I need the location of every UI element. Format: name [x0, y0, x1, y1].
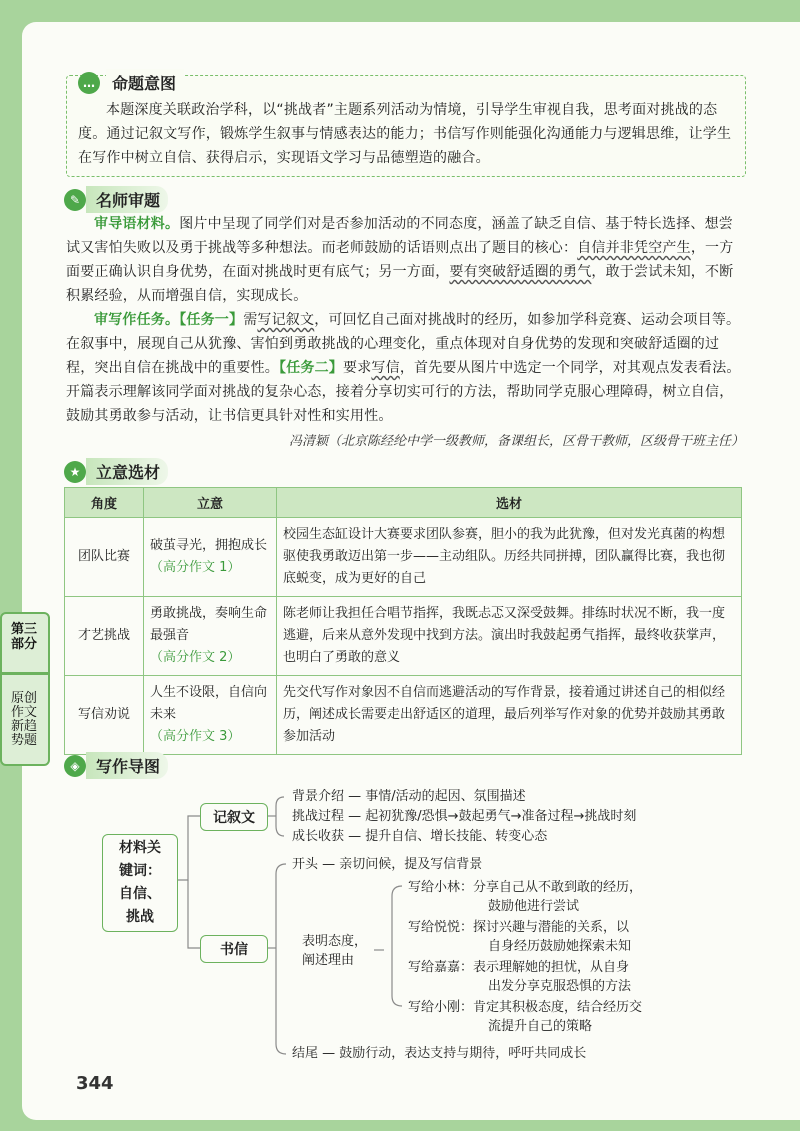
- item-value: 分享自己从不敢到敢的经历，: [473, 880, 643, 895]
- analysis-paragraph-2: [66, 308, 744, 428]
- angle-cell: 写信劝说: [65, 676, 144, 755]
- theme-material-title: 立意选材: [86, 458, 168, 485]
- table-header-row: [65, 488, 742, 518]
- map-icon: ◈: [64, 755, 86, 777]
- dash: —: [322, 1046, 336, 1061]
- idea-cell: [144, 518, 277, 597]
- mind-map-root: [102, 834, 178, 932]
- item-value: 鼓励他进行尝试: [488, 899, 580, 914]
- column-header: 立意: [144, 488, 277, 518]
- narrative-item: [292, 787, 526, 806]
- item-value: 探讨兴趣与潜能的关系，以: [473, 920, 630, 935]
- item-key: 写给小刚：: [408, 1000, 474, 1015]
- item-value: 提升自信、增长技能、转变心态: [365, 829, 548, 844]
- dash: —: [348, 789, 362, 804]
- proposition-intent-title: 命题意图: [106, 69, 184, 96]
- task-one-label: 【任务一】: [179, 312, 244, 328]
- item-key: 写给小林：: [408, 880, 474, 895]
- analysis-text: ，敢于尝试未知，不断积累经验，从而增强自信，实现成长。: [66, 264, 734, 304]
- item-value: 事情/活动的起因、氛围描述: [365, 789, 526, 804]
- material-cell: 校园生态缸设计大赛要求团队参赛，胆小的我为此犹豫，但对发光真菌的构想驱使我勇敢迈出第一步——主动组队。历经共同拼搏，团队赢得比赛，我也彻底蜕变，成为更好的自己: [277, 518, 742, 597]
- item-key: 挑战过程: [292, 809, 345, 824]
- item-value: 表示理解她的担忧，从自身: [473, 960, 630, 975]
- mid-line: 阐述理由: [302, 953, 355, 968]
- column-header: 角度: [65, 488, 144, 518]
- task-two-label: 【任务二】: [279, 360, 343, 376]
- item-value: 肯定其积极态度，结合经历交: [473, 1000, 643, 1015]
- analysis-text: ，一方面要正确认识自身优势，在面对挑战时更有底气；另一方面，: [66, 240, 734, 280]
- side-tab-divider: [2, 672, 48, 675]
- idea-cell: [144, 676, 277, 755]
- material-cell: 陈老师让我担任合唱节指挥，我既忐忑又深受鼓舞。排练时状况不断，我一度逃避，后来从意外发现中找到方法。演出时我鼓起勇气指挥，最终收获掌声，也明白了勇敢的意义: [277, 597, 742, 676]
- analysis-text: ，可回忆自己面对挑战时的经历，如参加学科竞赛、运动会项目等。在叙事中，展现自己从犹豫、害怕到勇敢挑战的心理变化，重点体现对自身优势的发现和突破舒适圈的过程，突出自信在挑战中的重要性。: [66, 312, 741, 376]
- root-line: 挑战: [126, 909, 154, 925]
- node-letter: 书信: [200, 935, 268, 963]
- item-value: 亲切问候，提及写信背景: [339, 857, 483, 872]
- proposition-intent-heading: [78, 69, 184, 96]
- dash: —: [348, 809, 362, 824]
- theme-material-heading: [64, 458, 168, 485]
- narrative-item: [292, 827, 547, 846]
- item-key: 写给悦悦：: [408, 920, 474, 935]
- connector-root-letter: [188, 880, 200, 948]
- node-narrative: 记叙文: [200, 803, 268, 831]
- mid-line: 表明态度，: [302, 934, 368, 949]
- item-value: 自身经历鼓励她探索未知: [488, 939, 632, 954]
- dash: —: [322, 857, 336, 872]
- key-phrase: 要有突破舒适圈的勇气: [449, 264, 592, 280]
- dash: —: [348, 829, 362, 844]
- letter-middle-label: [302, 932, 367, 970]
- letter-ending: [292, 1044, 586, 1063]
- speech-bubble-icon: …: [78, 72, 100, 94]
- analysis-text: 图片中呈现了同学们对是否参加活动的不同态度，涵盖了缺乏自信、基于特长选择、想尝试又害怕失败以及勇于挑战等多种想法。而老师鼓励的话语则点出了题目的核心：: [66, 216, 734, 256]
- teacher-analysis-heading: [64, 186, 168, 213]
- letter-recipient-item: [408, 878, 642, 916]
- item-key: 背景介绍: [292, 789, 345, 804]
- essay-tag: （高分作文 3）: [150, 729, 241, 744]
- table-row: [65, 597, 742, 676]
- brace-narrative: [276, 797, 284, 836]
- item-key: 结尾: [292, 1046, 319, 1061]
- table-row: [65, 676, 742, 755]
- analysis-text: 需: [243, 312, 258, 328]
- writing-map-heading: [64, 752, 168, 779]
- idea-text: 破茧寻光，拥抱成长: [150, 538, 268, 553]
- badge-icon: ★: [64, 461, 86, 483]
- letter-recipient-item: [408, 998, 642, 1036]
- key-phrase: 自信并非凭空产生: [577, 240, 691, 256]
- page-number: 344: [76, 1073, 114, 1094]
- pen-icon: ✎: [64, 189, 86, 211]
- material-cell: 先交代写作对象因不自信而逃避活动的写作背景，接着通过讲述自己的相似经历，阐述成长需要走出舒适区的道理，最后列举写作对象的优势并鼓励其勇敢参加活动: [277, 676, 742, 755]
- item-value: 起初犹豫/恐惧→鼓起勇气→准备过程→挑战时刻: [365, 809, 637, 824]
- narrative-item: [292, 807, 636, 826]
- analysis-text: ，首先要从图片中选定一个同学，对其观点发表看法。开篇表示理解该同学面对挑战的复杂心态，接着分享切实可行的方法，帮助同学克服心理障碍，树立自信，鼓励其勇敢参与活动，让书信更具针对性和实用性。: [66, 360, 741, 424]
- letter-recipient-item: [408, 918, 631, 956]
- item-key: 开头: [292, 857, 319, 872]
- root-line: 材料关: [119, 840, 161, 856]
- connector-root-narrative: [176, 816, 200, 880]
- key-phrase: 写信: [371, 360, 400, 376]
- writing-mind-map: [96, 780, 746, 1065]
- root-line: 自信、: [119, 886, 161, 902]
- table-row: [65, 518, 742, 597]
- column-header: 选材: [277, 488, 742, 518]
- item-value: 出发分享克服恐惧的方法: [488, 979, 632, 994]
- idea-cell: [144, 597, 277, 676]
- part-side-tab: [0, 612, 50, 766]
- item-key: 成长收获: [292, 829, 345, 844]
- theme-material-table: [64, 487, 742, 755]
- teacher-signature: 冯清颖（北京陈经纶中学一级教师，备课组长，区骨干教师，区级骨干班主任）: [288, 434, 744, 449]
- part-label: 第三部分: [10, 622, 37, 652]
- root-line: 键词：: [119, 863, 161, 879]
- proposition-intent-text: 本题深度关联政治学科，以“挑战者”主题系列活动为情境，引导学生审视自我，思考面对挑战的态度。通过记叙文写作，锻炼学生叙事与情感表达的能力；书信写作则能强化沟通能力与逻辑思维，让学生在写作中树立自信、获得启示，实现语文学习与品德塑造的融合。: [78, 102, 732, 166]
- item-value: 流提升自己的策略: [488, 1019, 593, 1034]
- essay-tag: （高分作文 1）: [150, 560, 241, 575]
- item-key: 写给嘉嘉：: [408, 960, 474, 975]
- item-value: 鼓励行动，表达支持与期待，呼吁共同成长: [339, 1046, 587, 1061]
- analysis-label-1: 审导语材料。: [94, 216, 180, 232]
- teacher-analysis-body: [66, 212, 744, 428]
- idea-text: 人生不设限，自信向未来: [150, 685, 268, 722]
- analysis-label-2: 审写作任务。: [94, 312, 180, 328]
- idea-text: 勇敢挑战，奏响生命最强音: [150, 606, 268, 643]
- letter-opening: [292, 855, 482, 874]
- brace-letter: [276, 864, 286, 1054]
- part-title: 原创作文新趋势题: [10, 691, 37, 748]
- writing-map-title: 写作导图: [86, 752, 168, 779]
- key-phrase: 写记叙文: [257, 312, 315, 328]
- angle-cell: 团队比赛: [65, 518, 144, 597]
- brace-letters: [392, 886, 402, 1006]
- essay-tag: （高分作文 2）: [150, 650, 241, 665]
- analysis-paragraph-1: [66, 212, 744, 308]
- letter-recipient-item: [408, 958, 631, 996]
- analysis-text: 要求: [343, 360, 372, 376]
- angle-cell: 才艺挑战: [65, 597, 144, 676]
- teacher-analysis-title: 名师审题: [86, 186, 168, 213]
